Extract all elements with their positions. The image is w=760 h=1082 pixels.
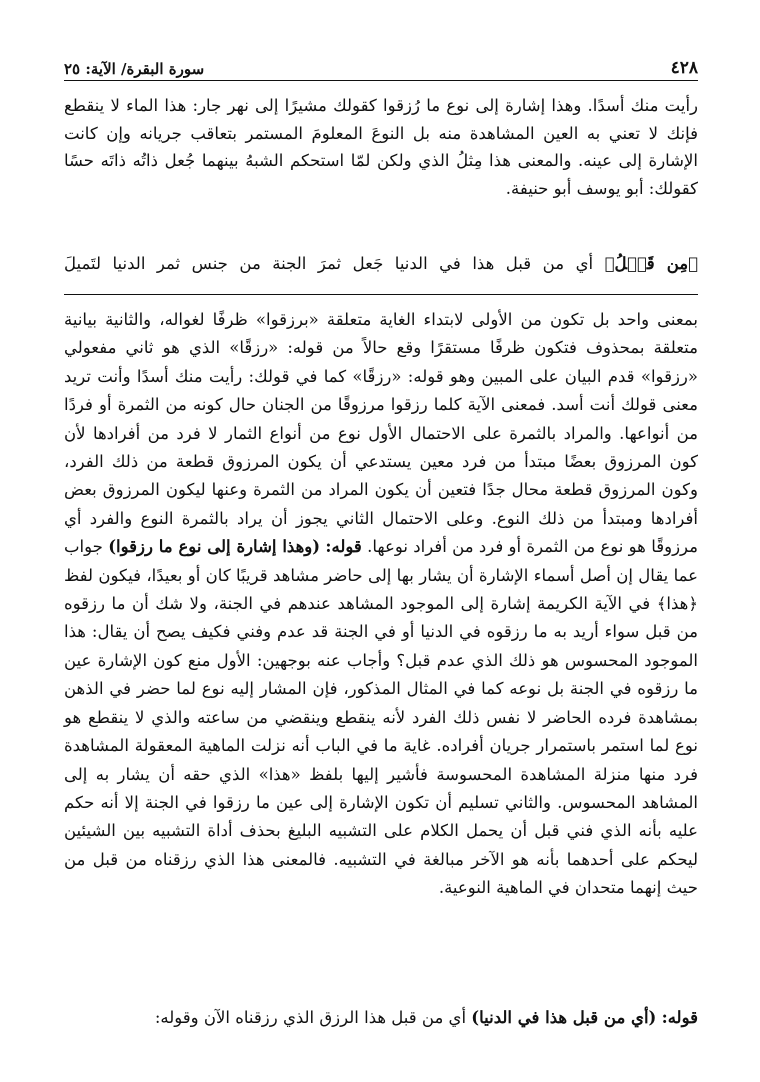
commentary-line: جواب عما يقال إن أصل أسماء الإشارة أن يشار بها إلى حاضر مشاهد: [64, 537, 699, 585]
commentary-line: فردًا من أنواعها. والمراد بالثمرة على الاحتمال الأول نوع من أنواع الثمار لا فرد من: [64, 395, 698, 443]
main-text-line: كانت الإشارة إلى عينه. والمعنى هذا مِثلُ الذي ولكن لمّا استحكم الشبهُ بينهما جُعل ذاتُه: [64, 123, 699, 170]
main-text-line: ينقطع فإنك لا تعني به العين المشاهدة منه بل النوعَ المعلومَ المستمر بتعاقب جريانه وإن: [64, 96, 698, 143]
verse-commentary-line: [64, 250, 698, 278]
commentary-line: ذلك الفرد، وكون المرزوق قطعة محال جدًا فتعين أن يكون المراد من الثمرة وعنها ليكون: [64, 452, 698, 500]
commentary-paragraph-2: [64, 1004, 698, 1032]
commentary-line: ليحكم على أحدهما بأنه هو الآخر مبالغة في التشبيه. فالمعنى هذا الذي رزقناه من قبل: [92, 849, 698, 869]
main-text-paragraph: [64, 92, 698, 202]
commentary-line: من حيث إنهما متحدان في الماهية النوعية.: [64, 849, 698, 898]
commentary-text: أي من قبل هذا الرزق الذي رزقناه الآن وقوله:: [154, 1008, 472, 1027]
commentary-line: بأنه الذي فني قبل أن يحمل الكلام على التشبيه البليغ بحذف أداة التشبيه بين الشيئين: [64, 821, 662, 841]
quran-phrase: ﴿مِن قَبۡلُ﴾: [604, 254, 698, 273]
page-number: ٤٢٨: [670, 58, 698, 78]
main-text-line: ذاتَه حسًا كقولك: أبو يوسف أبو حنيفة.: [64, 151, 698, 198]
main-text-line: رأيت منك أسدًا. وهذا إشارة إلى نوع ما رُزقوا كقولك مشيرًا إلى نهر جار: هذا الماء لا: [110, 96, 698, 115]
commentary-quote: (أي من قبل هذا في الدنيا): [471, 1008, 657, 1027]
main-text-block: [64, 92, 698, 202]
commentary-label: قوله:: [661, 1008, 698, 1027]
page-header: [64, 52, 698, 78]
book-page: [64, 0, 698, 1082]
commentary-line: أفرادها لأن كون المرزوق بعضًا مبتدأ من فرد معين يستدعي أن يكون المرزوق قطعة من: [64, 423, 699, 472]
commentary-line: جريان أفراده. غاية ما في الباب أنه نزلت الماهية المعقولة المشاهدة فرد منها منزلة: [64, 736, 699, 784]
commentary-line: الجنة قد عدم وفني فكيف يصح أن يقال: هذا الموجود المحسوس هو ذلك الذي عدم: [64, 622, 698, 670]
commentary-line: «رزقوا» قدم البيان على المبين وهو قوله: «رزقًا» كما في قولك: رأيت منك أسدًا وأنت تريد: [64, 366, 698, 386]
verse-explanation: أي من قبل هذا في الدنيا جَعل ثمرَ الجنة من جنس ثمر الدنيا لتَميلَ: [64, 254, 605, 273]
commentary-quote: (وهذا إشارة إلى نوع ما رزقوا): [108, 537, 321, 557]
commentary-line: النوع والفرد أي مرزوقًا هو نوع من الثمرة أو فرد من أفراد نوعها.: [64, 508, 698, 557]
commentary-line: نفس ذلك الفرد لأنه ينقطع وينقضي من ساعته والذي لا ينقطع هو نوع لما استمر باستمرار: [64, 707, 698, 756]
commentary-line: متعلقة بمحذوف فتكون ظرفًا مستقرًا وقع حالاً من قوله: «رزقًا» الذي هو ثاني مفعولي: [64, 338, 698, 358]
commentary-line: المرزوق بعض أفرادها ومبتدأ من ذلك النوع. وعلى الاحتمال الثاني يجوز أن يراد بالثمرة: [64, 480, 699, 528]
commentary-paragraph-1: [64, 306, 698, 903]
commentary-block: [64, 306, 698, 903]
commentary-line: عندهم في الجنة، ولا شك أن ما رزقوه من قبل سواء أريد به ما رزقوه في الدنيا أو في: [64, 594, 698, 642]
commentary-line: بمعنى واحد بل تكون من الأولى لابتداء الغاية متعلقة «برزقوا» ظرفًا لغواله، والثانية بيانية: [64, 310, 698, 329]
commentary-label: قوله:: [325, 537, 362, 557]
commentary-line: قبل؟ وأجاب عنه بوجهين: الأول منع كون الإشارة عين ما رزقوه في الجنة بل نوعه كما: [64, 650, 698, 699]
commentary-line: معنى قولك أنت أسد. فمعنى الآية كلما رزقوا مرزوقًا من الجنان حال كونه من الثمرة أو: [98, 395, 698, 415]
commentary-line: المشاهدة المحسوسة فأشير إليها بلفظ «هذا» الذي حقه أن يشار به إلى المشاهد: [64, 764, 698, 812]
header-rule: [64, 80, 698, 81]
footnote-rule: [64, 294, 698, 295]
running-title: سورة البقرة/ الآية: ٢٥: [64, 60, 205, 78]
commentary-line: المحسوس. والثاني تسليم أن تكون الإشارة إلى عين ما رزقوا في الجنة إلا أنه حكم عليه: [64, 792, 698, 841]
commentary-line: قريبًا كان أو بعيدًا، فيكون لفظ ﴿هذا﴾ في الآية الكريمة إشارة إلى الموجود المشاهد: [64, 565, 699, 614]
commentary-line: في المثال المذكور، فإن المشار إليه نوع لما حضر في الذهن بمشاهدة فرده الحاضر لا: [64, 679, 698, 727]
